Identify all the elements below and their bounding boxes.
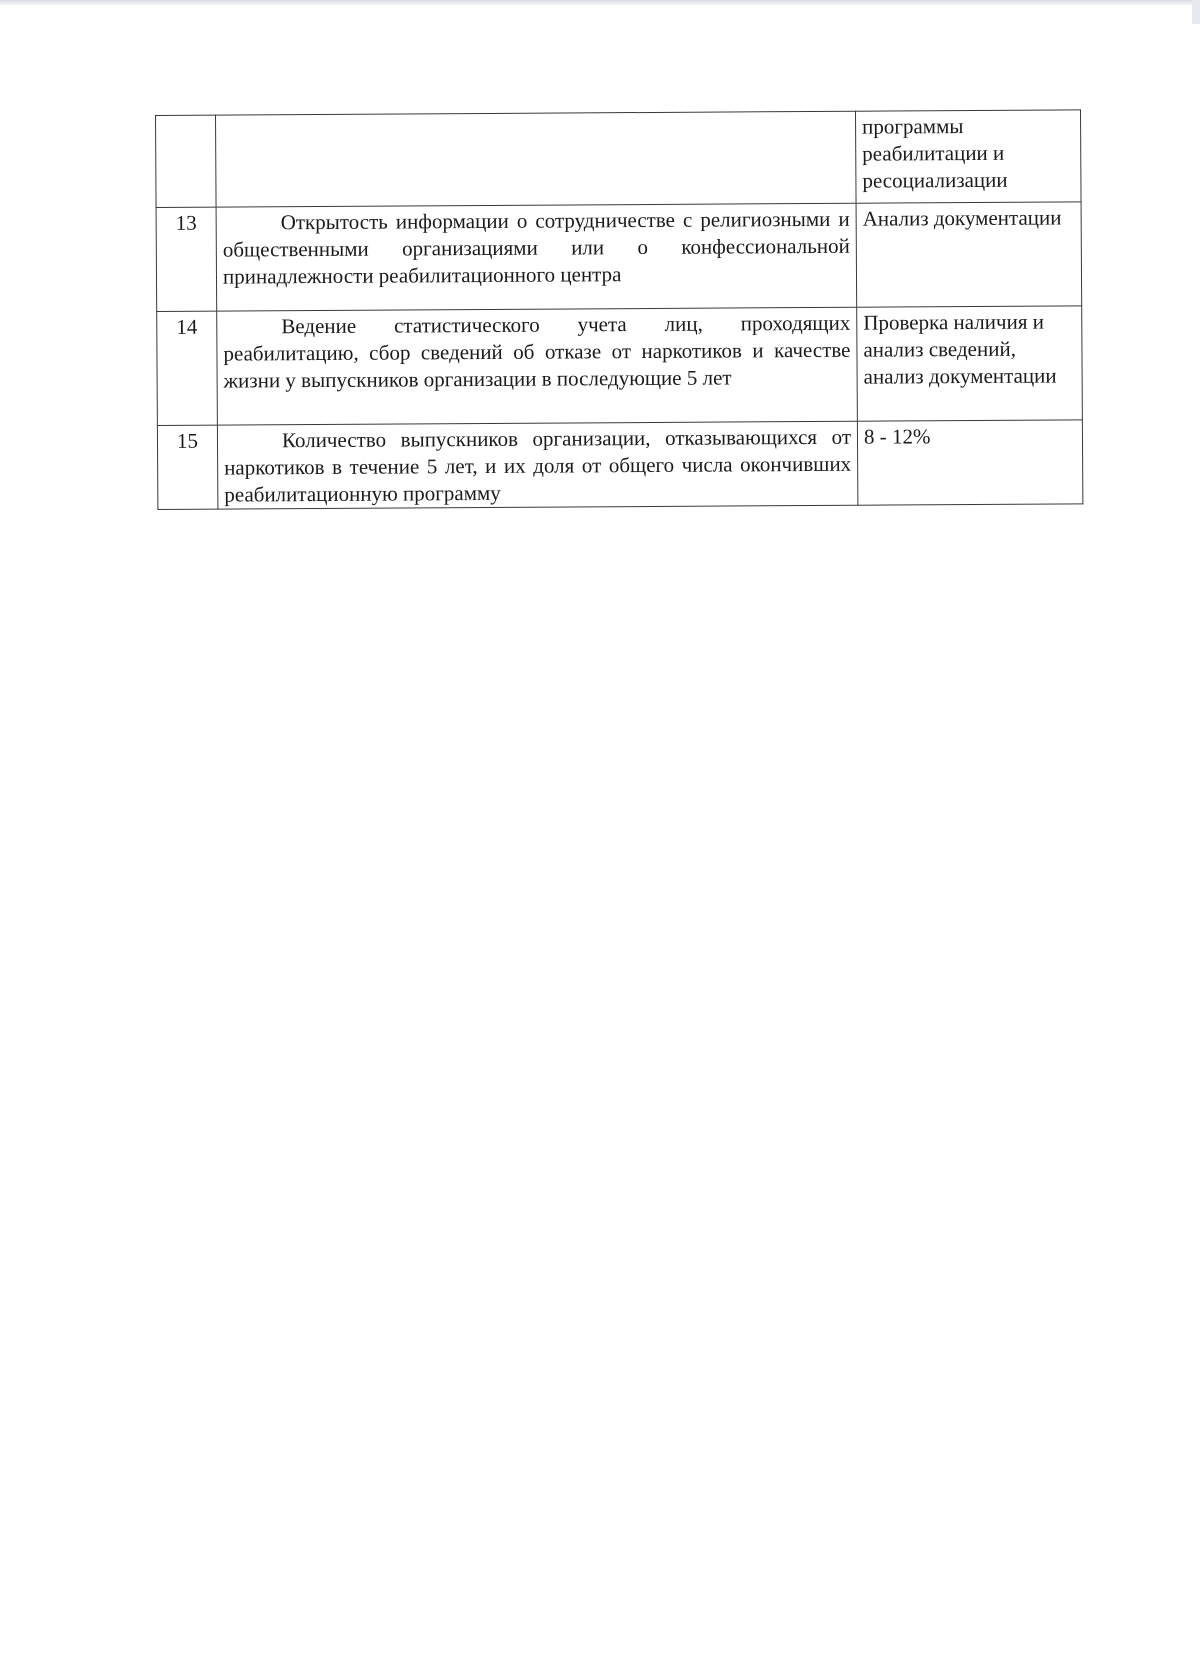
criterion-cell — [217, 307, 858, 425]
criterion-text: Ведение статистического учета лиц, проходящих реабилитацию, сбор сведений об отказе от наркотиков и качестве жизни у выпускников организации в последующие 5 лет — [223, 310, 851, 393]
criterion-text — [216, 111, 857, 207]
method-text: программы реабилитации и ресоциализации — [855, 110, 1081, 203]
table-row — [157, 420, 1082, 510]
method-text: Проверка наличия и анализ сведений, анализ документации — [857, 306, 1083, 421]
table-row — [157, 306, 1083, 426]
scan-edge-right — [1192, 0, 1200, 24]
row-number — [156, 115, 217, 207]
table-row — [156, 202, 1082, 312]
criterion-text: Количество выпускников организации, отказывающихся от наркотиков в течение 5 лет, и их доля от общего числа окончивших реабилитационную программу — [224, 424, 852, 507]
table-row — [156, 110, 1082, 208]
criterion-cell — [216, 203, 857, 311]
row-number: 14 — [157, 311, 218, 425]
criteria-table — [155, 109, 1083, 510]
method-text: 8 - 12% — [857, 420, 1083, 505]
row-number: 15 — [157, 425, 218, 509]
criterion-cell — [217, 421, 858, 509]
row-number: 13 — [156, 207, 217, 311]
method-text: Анализ документации — [856, 202, 1082, 307]
criterion-text: Открытость информации о сотрудничестве с религиозными и общественными организациями или о конфессиональной принадлежности реабилитационного центра — [222, 206, 850, 289]
scan-edge-top — [0, 0, 1200, 6]
